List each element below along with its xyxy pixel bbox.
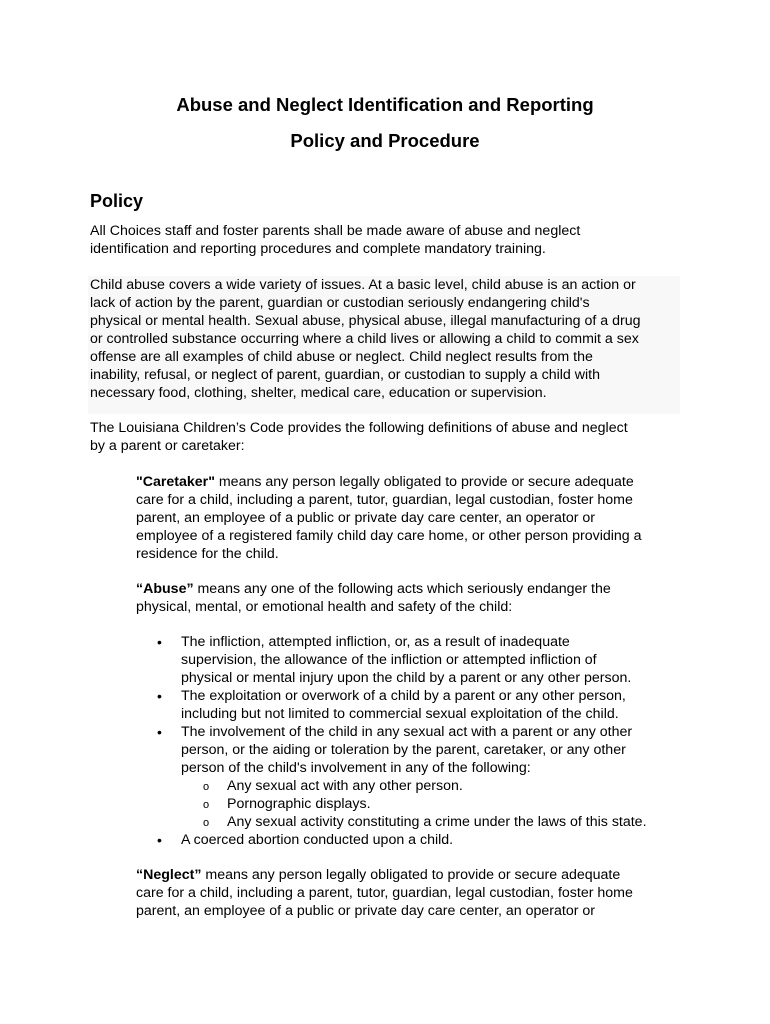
list-item xyxy=(181,687,626,723)
list-item xyxy=(181,723,632,777)
text-line: All Choices staff and foster parents shall be made aware of abuse and neglect xyxy=(90,223,581,239)
text-line: including but not limited to commercial sexual exploitation of the child. xyxy=(181,706,619,722)
paragraph-childrens-code xyxy=(90,419,628,455)
sub-bullet-marker: o xyxy=(203,817,210,829)
text-line: employee of a registered family child day care home, or other person providing a xyxy=(136,528,642,544)
paragraph-child-abuse xyxy=(90,276,641,402)
text-line: Any sexual act with any other person. xyxy=(227,778,463,794)
text-line: inability, refusal, or neglect of parent, guardian, or custodian to supply a child with xyxy=(90,367,600,383)
list-item xyxy=(181,831,453,849)
text-line: necessary food, clothing, shelter, medical care, education or supervision. xyxy=(90,385,547,401)
text-line: A coerced abortion conducted upon a child. xyxy=(181,832,454,848)
text-line: person, or the aiding or toleration by the parent, caretaker, or any other xyxy=(181,742,626,758)
policy-heading: Policy xyxy=(90,191,144,211)
text-line: care for a child, including a parent, tutor, guardian, legal custodian, foster home xyxy=(136,492,633,508)
text-line: The infliction, attempted infliction, or, as a result of inadequate xyxy=(181,634,570,650)
definition-neglect xyxy=(136,866,633,920)
text-line: person of the child's involvement in any of the following: xyxy=(181,760,531,776)
text-line: The Louisiana Children’s Code provides the following definitions of abuse and neglect xyxy=(90,420,628,436)
quote-close: ” xyxy=(194,867,202,883)
text-line: parent, an employee of a public or private day care center, an operator or xyxy=(136,903,596,919)
sub-list-item xyxy=(227,777,463,795)
text-fragment: means any one of the following acts which seriously endanger the xyxy=(193,581,611,597)
text-line: physical or mental health. Sexual abuse, physical abuse, illegal manufacturing of a drug xyxy=(90,313,641,329)
bullet-marker: • xyxy=(157,724,162,740)
text-line: Any sexual activity constituting a crime under the laws of this state. xyxy=(227,814,647,830)
text-line xyxy=(136,866,633,884)
text-line: offense are all examples of child abuse or neglect. Child neglect results from the xyxy=(90,349,593,365)
definition-abuse xyxy=(136,580,611,616)
text-line: Child abuse covers a wide variety of issues. At a basic level, child abuse is an action or xyxy=(90,277,636,293)
bullet-marker: • xyxy=(157,634,162,650)
paragraph-policy-statement xyxy=(90,222,580,258)
text-fragment: means any person legally obligated to provide or secure adequate xyxy=(201,867,621,883)
bullet-marker: • xyxy=(157,832,162,848)
text-line: identification and reporting procedures and complete mandatory training. xyxy=(90,241,546,257)
term-caretaker: "Caretaker" xyxy=(136,474,215,490)
text-line: physical or mental injury upon the child by a parent or any other person. xyxy=(181,670,632,686)
sub-bullet-marker: o xyxy=(203,799,210,811)
text-line xyxy=(136,473,642,491)
text-line: supervision, the allowance of the infliction or attempted infliction of xyxy=(181,652,597,668)
text-line: residence for the child. xyxy=(136,546,279,562)
quote-open: “ xyxy=(136,581,144,597)
text-line: care for a child, including a parent, tutor, guardian, legal custodian, foster home xyxy=(136,885,633,901)
text-line: The exploitation or overwork of a child by a parent or any other person, xyxy=(181,688,626,704)
text-fragment: means any person legally obligated to provide or secure adequate xyxy=(214,474,634,490)
text-line: physical, mental, or emotional health and safety of the child: xyxy=(136,599,513,615)
text-line: by a parent or caretaker: xyxy=(90,438,245,454)
text-line: Pornographic displays. xyxy=(227,796,371,812)
sub-list-item xyxy=(227,795,371,813)
text-line: parent, an employee of a public or private day care center, an operator or xyxy=(136,510,596,526)
sub-list-item xyxy=(227,813,647,831)
term-abuse: Abuse xyxy=(143,581,187,597)
definition-caretaker xyxy=(136,473,642,563)
sub-bullet-marker: o xyxy=(203,781,210,793)
term-neglect: Neglect xyxy=(143,867,195,883)
text-line: lack of action by the parent, guardian or custodian seriously endangering child's xyxy=(90,295,590,311)
list-item xyxy=(181,633,631,687)
text-line: The involvement of the child in any sexual act with a parent or any other xyxy=(181,724,633,740)
quote-close: ” xyxy=(186,581,194,597)
bullet-marker: • xyxy=(157,688,162,704)
text-line: or controlled substance occurring where a child lives or allowing a child to commit a sex xyxy=(90,331,639,347)
text-line xyxy=(136,580,611,598)
document-title-line-1: Abuse and Neglect Identification and Reporting xyxy=(176,94,594,115)
document-title-line-2: Policy and Procedure xyxy=(290,130,480,151)
quote-open: “ xyxy=(136,867,144,883)
